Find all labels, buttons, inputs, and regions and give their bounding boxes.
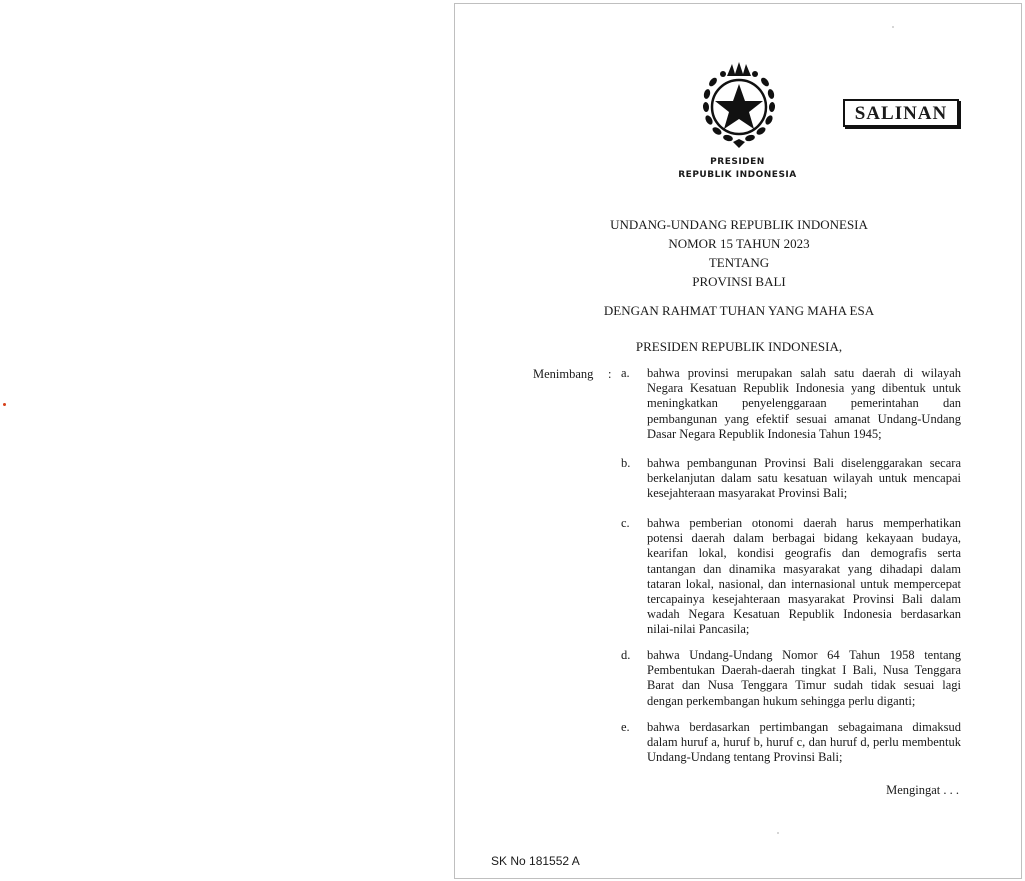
item-text: bahwa provinsi merupakan salah satu daerah di wilayah Negara Kesatuan Republik Indonesia yang dibentuk untuk meningkatkan penyelenggaraan pemerintahan dan pembangunan yang efektif sesuai amanat Undang-Undang Dasar Negara Republik Indonesia Tahun 1945;: [647, 366, 961, 441]
issuer-label: [455, 156, 1023, 182]
document-page: [454, 3, 1022, 879]
consideration-item: [621, 648, 961, 709]
scan-speck: [892, 26, 894, 28]
salinan-stamp: SALINAN: [843, 99, 959, 127]
footer-code: SK No 181552 A: [491, 854, 580, 868]
item-text: bahwa berdasarkan pertimbangan sebagaimana dimaksud dalam huruf a, huruf b, huruf c, dan huruf d, perlu membentuk Undang-Undang tentang Provinsi Bali;: [647, 720, 961, 765]
law-about: TENTANG: [708, 255, 770, 270]
issuer-line-1: PRESIDEN: [710, 157, 765, 167]
consideration-item: [621, 366, 961, 442]
garuda-star-emblem-icon: [699, 62, 779, 148]
item-letter: d.: [621, 648, 631, 662]
president-heading: PRESIDEN REPUBLIK INDONESIA,: [635, 339, 843, 354]
law-number: NOMOR 15 TAHUN 2023: [668, 236, 810, 251]
item-letter: c.: [621, 516, 630, 530]
section-colon: :: [608, 367, 612, 381]
invocation: DENGAN RAHMAT TUHAN YANG MAHA ESA: [603, 303, 875, 318]
item-letter: e.: [621, 720, 630, 734]
section-label: Menimbang: [533, 367, 594, 381]
item-letter: b.: [621, 456, 631, 470]
consideration-item: [621, 720, 961, 766]
law-title: UNDANG-UNDANG REPUBLIK INDONESIA: [610, 217, 868, 232]
consideration-item: [621, 516, 961, 638]
item-letter: a.: [621, 366, 630, 380]
cursor-marker: [3, 403, 6, 406]
item-text: bahwa Undang-Undang Nomor 64 Tahun 1958 tentang Pembentukan Daerah-daerah tingkat I Bali, Nusa Tenggara Barat dan Nusa Tenggara Timur sudah tidak sesuai lagi dengan perkembangan hukum sehingga perlu diganti;: [647, 648, 961, 708]
consideration-item: [621, 456, 961, 502]
continuation-catchword: Mengingat . . .: [886, 783, 959, 797]
scan-speck: [777, 832, 779, 834]
item-text: bahwa pemberian otonomi daerah harus memperhatikan potensi daerah dalam berbagai bidang kekayaan budaya, kearifan lokal, kondisi geografis dan demografis serta tantangan dan dinamika masyarakat yang dihadapi dalam tataran lokal, nasional, dan internasional untuk mempercepat tercapainya kesejahteraan masyarakat Provinsi Bali dalam wadah Negara Kesatuan Republik Indonesia berdasarkan nilai-nilai Pancasila;: [647, 516, 961, 637]
law-subject: PROVINSI BALI: [692, 274, 786, 289]
item-text: bahwa pembangunan Provinsi Bali diselenggarakan secara berkelanjutan dalam satu kesatuan wilayah untuk mencapai kesejahteraan masyarakat Provinsi Bali;: [647, 456, 961, 501]
issuer-line-2: REPUBLIK INDONESIA: [678, 170, 797, 180]
